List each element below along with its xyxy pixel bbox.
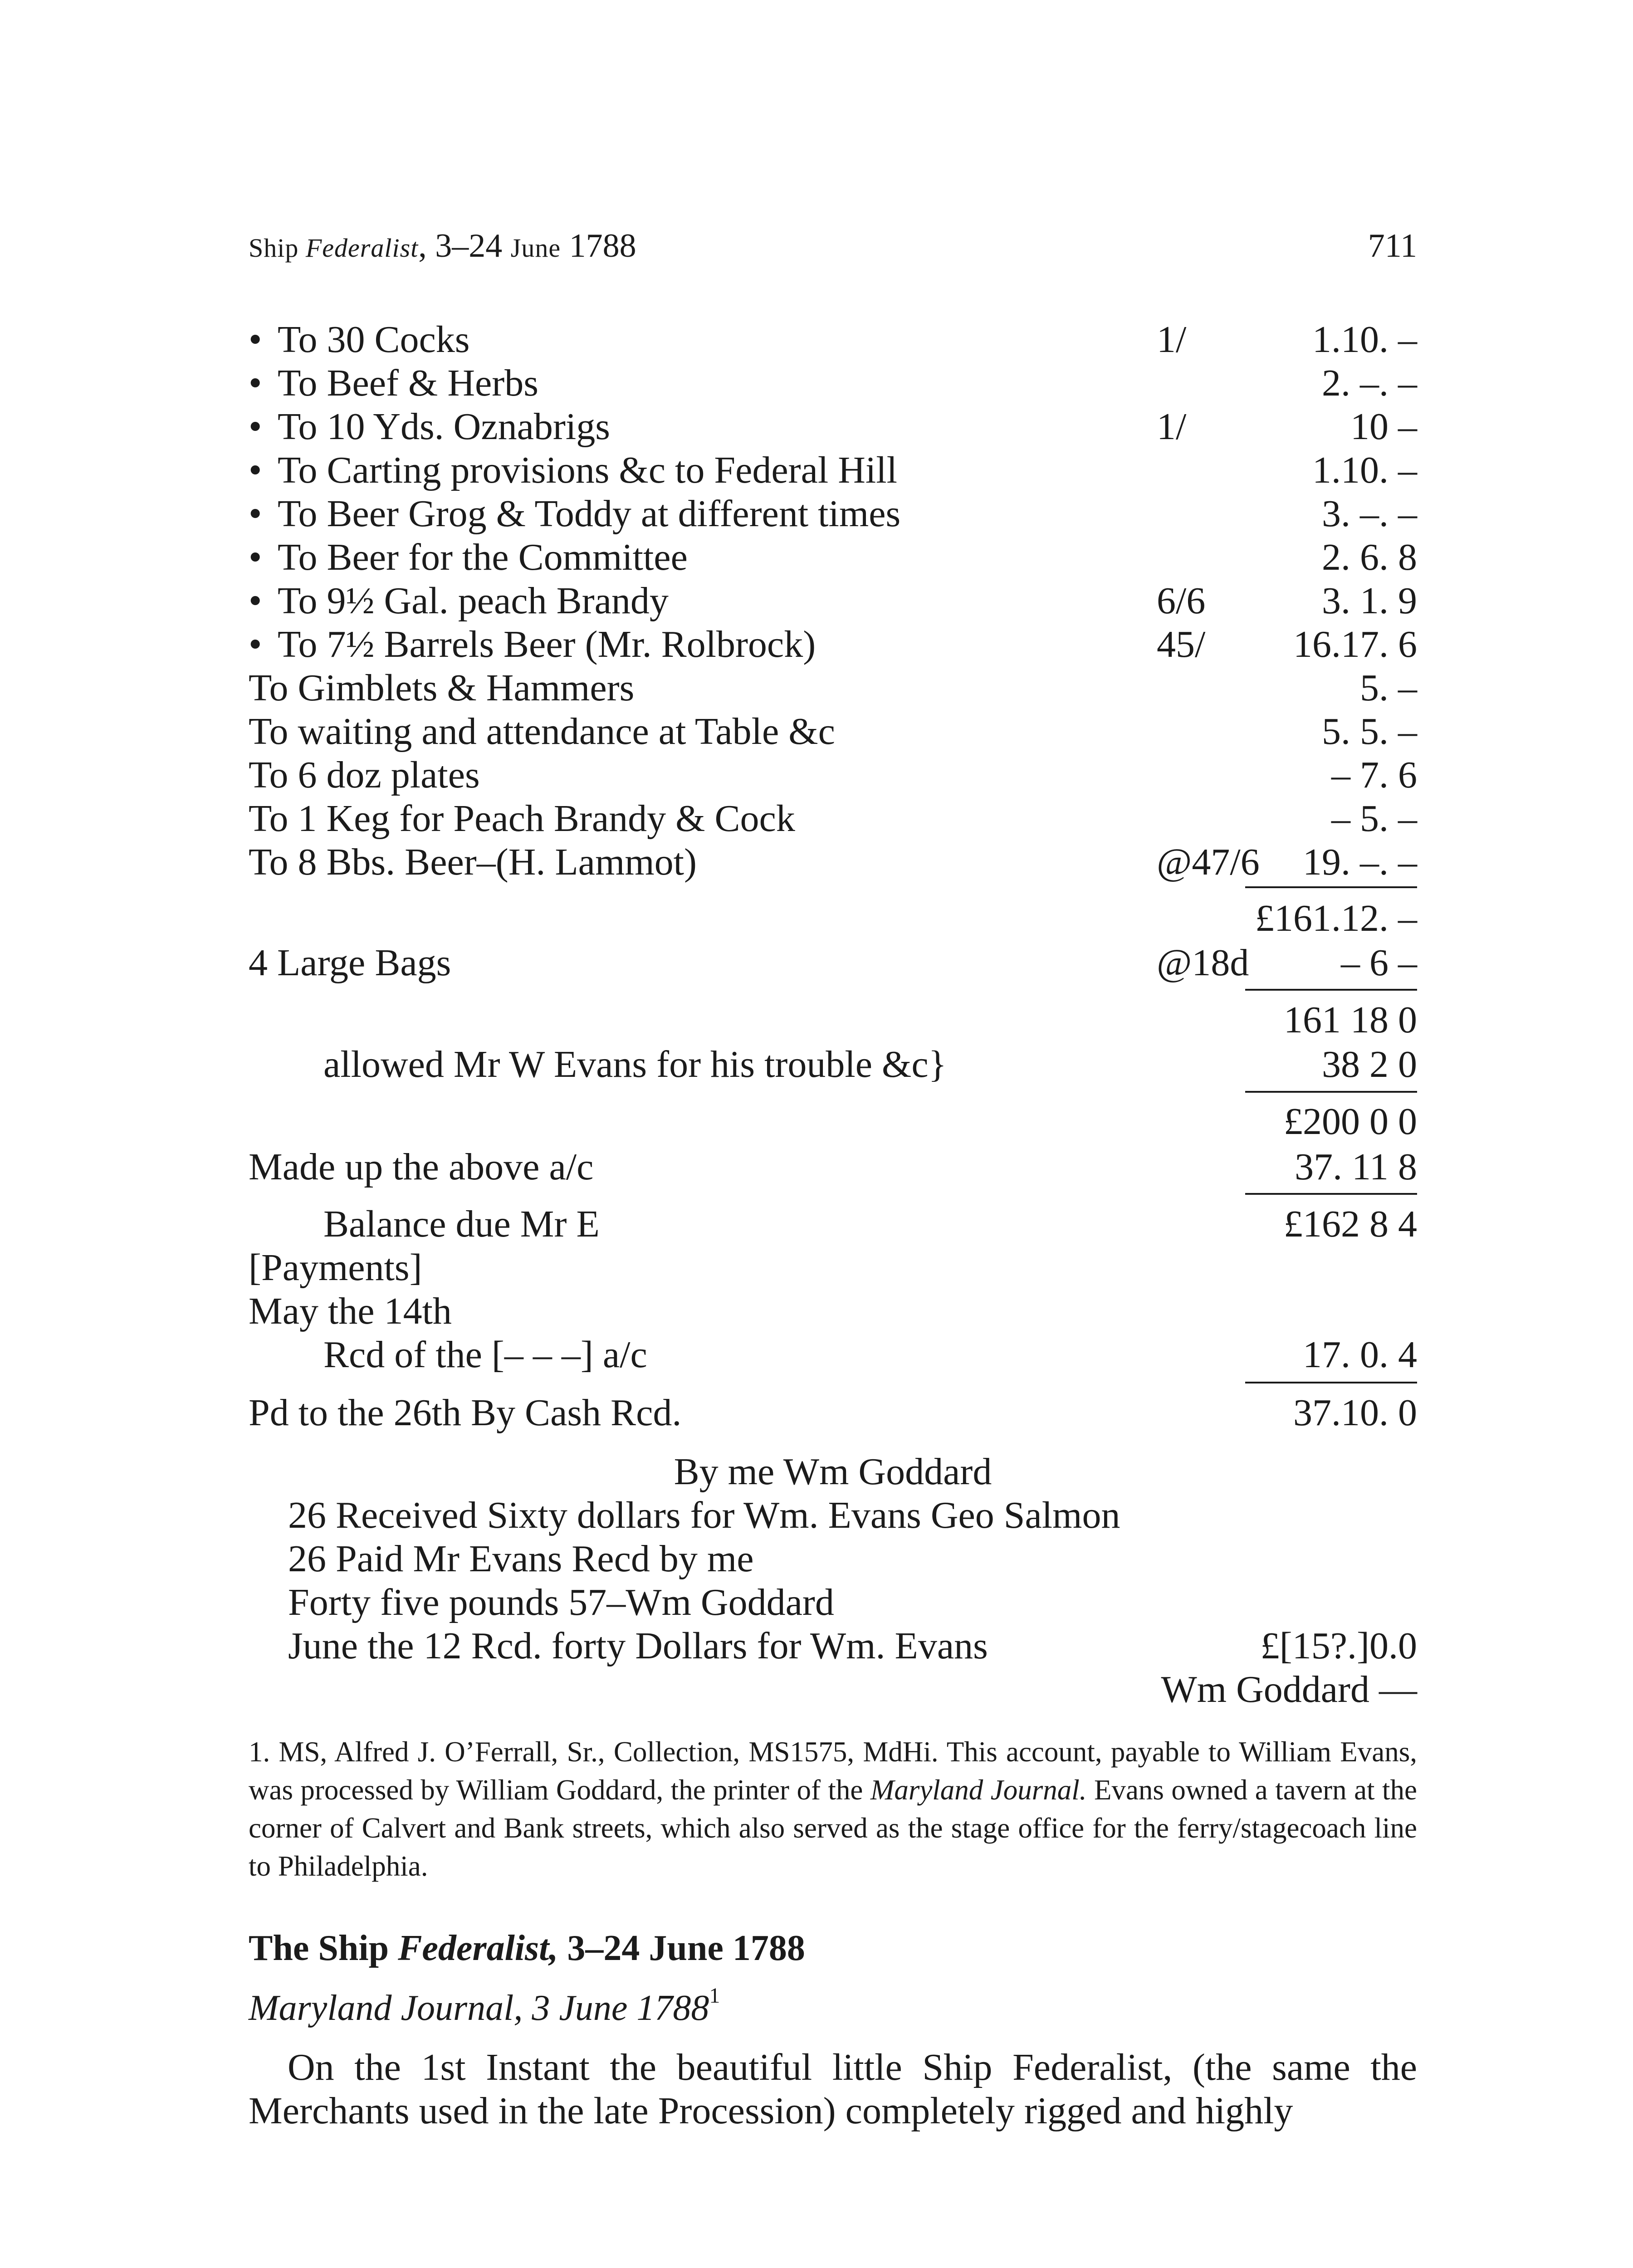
bullet-mark: • (249, 580, 262, 622)
ledger-row (249, 318, 1417, 361)
payments-label: [Payments] (249, 1246, 422, 1289)
footnote-italic-title: Maryland Journal. (870, 1774, 1087, 1806)
footnote-text-a: 1. MS, Alfred J. O’Ferrall, Sr., Collection, MS1575, MdHi. This account, payable to William Evans, was processed by William Goddard, the printer of the (249, 1736, 1417, 1806)
payment-date: May the 14th (249, 1290, 452, 1332)
ledger-item-description (249, 622, 816, 666)
ledger-item-description: To 8 Bbs. Beer–(H. Lammot) (249, 841, 697, 883)
signature-line: Wm Goddard — (1161, 1668, 1417, 1711)
balance-description: Balance due Mr E (323, 1203, 600, 1245)
footnote-marker: 1 (709, 1984, 720, 2008)
footnote (249, 1733, 1417, 1885)
ledger-row (249, 709, 1417, 753)
subtotal-amount: £161.12. – (1255, 897, 1417, 939)
receipt-by-line: By me Wm Goddard (674, 1451, 992, 1493)
ledger-row (249, 579, 1417, 622)
receipt-line: 26 Received Sixty dollars for Wm. Evans Geo Salmon (288, 1494, 1120, 1536)
ledger-item-amount: 3. –. – (1322, 493, 1417, 535)
allowance-amount: 38 2 0 (1322, 1043, 1417, 1085)
section-heading-b: 3–24 June 1788 (558, 1928, 805, 1968)
ledger-item-description (249, 361, 538, 405)
received-description: Rcd of the [– – –] a/c (323, 1334, 647, 1376)
ledger-item-amount: 2. –. – (1322, 362, 1417, 404)
section-heading-ship: Federalist, (398, 1928, 558, 1968)
receipt-line: 26 Paid Mr Evans Recd by me (288, 1538, 754, 1580)
running-head-dates: , 3–24 (418, 227, 511, 264)
ledger-row (249, 1145, 1417, 1188)
received-amount: 17. 0. 4 (1303, 1334, 1417, 1376)
ledger-row (249, 1391, 1417, 1434)
ledger-item-amount: 19. –. – (1303, 841, 1417, 883)
ledger-item-description (249, 492, 900, 536)
sum-rule (1245, 1382, 1417, 1383)
ledger-item-description: To 6 doz plates (249, 754, 480, 796)
item-text: To Beef & Herbs (278, 362, 538, 404)
receipt-line: June the 12 Rcd. forty Dollars for Wm. Evans (288, 1625, 988, 1667)
sum-rule (1245, 989, 1417, 991)
source-line (249, 1984, 720, 2029)
page-number: 711 (1368, 227, 1417, 264)
bullet-mark: • (249, 318, 262, 361)
running-head-prefix: Ship (249, 233, 306, 263)
ledger-item-rate: 45/ (1157, 623, 1206, 665)
ledger-item-rate: 1/ (1157, 406, 1187, 448)
ledger-item-description (249, 535, 688, 579)
running-head (249, 227, 1417, 272)
sum-rule (1245, 886, 1417, 888)
ledger-item-description (249, 318, 469, 362)
source-title: Maryland Journal, 3 June 1788 (249, 1988, 709, 2028)
ledger-row (249, 941, 1417, 984)
item-text: To Carting provisions &c to Federal Hill (278, 449, 897, 491)
ledger-row (249, 1333, 1417, 1376)
ledger-item-amount: – 7. 6 (1331, 754, 1417, 796)
ledger-item-description (249, 579, 669, 623)
ledger-item-amount: 1.10. – (1312, 318, 1417, 361)
balance-amount: £162 8 4 (1284, 1203, 1417, 1245)
paid-description: Pd to the 26th By Cash Rcd. (249, 1392, 682, 1434)
running-head-title (249, 227, 636, 265)
ledger-item-amount: 5. – (1360, 667, 1417, 709)
item-text: To Beer Grog & Toddy at different times (278, 493, 901, 535)
ledger-item-amount: 10 – (1350, 406, 1417, 448)
running-head-year: 1788 (561, 227, 636, 264)
running-head-ship-name: Federalist (305, 233, 419, 263)
ledger-item-description (249, 405, 610, 449)
ledger-row (249, 405, 1417, 448)
ledger-item-rate: 6/6 (1157, 580, 1206, 622)
ledger-item-description: To Gimblets & Hammers (249, 667, 635, 709)
item-text: To 30 Cocks (278, 318, 470, 361)
payments-label-row (249, 1246, 1417, 1289)
subtotal-amount: 161 18 0 (1284, 999, 1417, 1041)
ledger-row (249, 492, 1417, 535)
ledger-item-description (249, 448, 897, 492)
footnote-text-b: Evans owned a tavern at the corner of Calvert and Bank streets, which also served as the stage office for the ferry/stagecoach line to Philadelphia. (249, 1774, 1417, 1882)
ledger-total-row (249, 1100, 1417, 1143)
item-text: To 7½ Barrels Beer (Mr. Rolbrock) (278, 623, 816, 665)
receipt-amount: £[15?.]0.0 (1260, 1625, 1417, 1667)
running-head-month: June (510, 233, 561, 263)
section-heading (249, 1928, 805, 1969)
item-text: To 9½ Gal. peach Brandy (278, 580, 669, 622)
ledger-row (249, 840, 1417, 884)
item-text: To Beer for the Committee (278, 536, 688, 578)
total-amount: £200 0 0 (1284, 1100, 1417, 1143)
body-paragraph: On the 1st Instant the beautiful little Ship Federalist, (the same the Merchants used in the late Procession) completely rigged and highly (249, 2046, 1417, 2132)
paid-amount: 37.10. 0 (1293, 1392, 1417, 1434)
ledger-item-rate: 1/ (1157, 318, 1187, 361)
payment-date-row (249, 1289, 1417, 1333)
bullet-mark: • (249, 536, 262, 578)
ledger-subtotal-row (249, 998, 1417, 1041)
bags-rate: @18d (1157, 942, 1249, 984)
bullet-mark: • (249, 493, 262, 535)
bullet-mark: • (249, 362, 262, 404)
ledger-item-rate: @47/6 (1157, 841, 1260, 883)
ledger-row (249, 535, 1417, 579)
bags-amount: – 6 – (1341, 942, 1417, 984)
ledger-item-description: To 1 Keg for Peach Brandy & Cock (249, 797, 795, 840)
ledger-item-amount: 1.10. – (1312, 449, 1417, 491)
ledger-item-amount: 5. 5. – (1322, 710, 1417, 753)
ledger-row (249, 361, 1417, 405)
ledger-item-description: To waiting and attendance at Table &c (249, 710, 835, 753)
bullet-mark: • (249, 449, 262, 491)
bullet-mark: • (249, 623, 262, 665)
ledger-row (249, 448, 1417, 492)
section-heading-a: The Ship (249, 1928, 398, 1968)
ledger-row (249, 666, 1417, 709)
ledger-row (249, 622, 1417, 666)
ledger-row (249, 1042, 1417, 1086)
ledger-item-amount: 2. 6. 8 (1322, 536, 1417, 578)
receipt-line: Forty five pounds 57–Wm Goddard (288, 1581, 834, 1623)
made-up-description: Made up the above a/c (249, 1146, 594, 1188)
bullet-mark: • (249, 406, 262, 448)
ledger-item-amount: 16.17. 6 (1293, 623, 1417, 665)
bags-description: 4 Large Bags (249, 942, 451, 984)
sum-rule (1245, 1091, 1417, 1093)
allowance-description: allowed Mr W Evans for his trouble &c} (323, 1043, 947, 1085)
ledger-item-amount: 3. 1. 9 (1322, 580, 1417, 622)
ledger-balance-row (249, 1202, 1417, 1246)
made-up-amount: 37. 11 8 (1295, 1146, 1417, 1188)
sum-rule (1245, 1193, 1417, 1195)
ledger-subtotal-row (249, 896, 1417, 940)
ledger-row (249, 797, 1417, 840)
ledger-row (249, 753, 1417, 797)
ledger-item-amount: – 5. – (1331, 797, 1417, 840)
item-text: To 10 Yds. Oznabrigs (278, 406, 610, 448)
